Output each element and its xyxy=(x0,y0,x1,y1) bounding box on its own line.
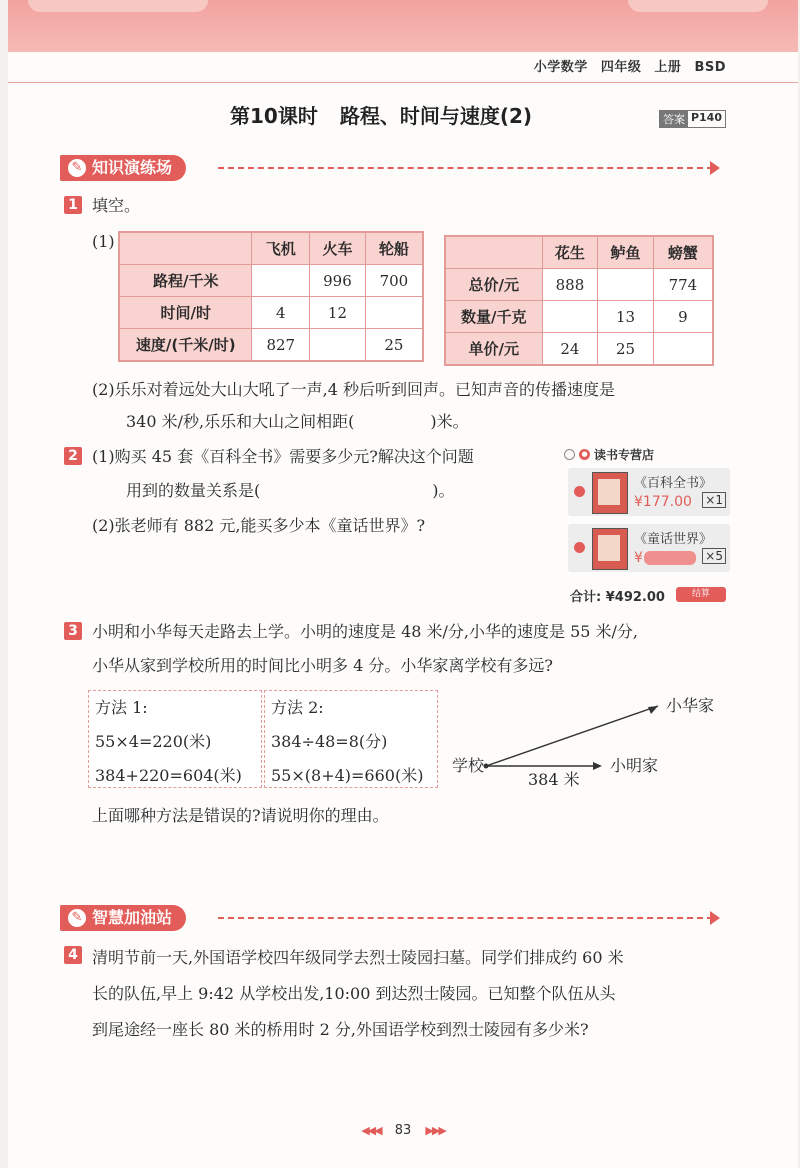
table-header: 鲈鱼 xyxy=(598,236,654,269)
workbook-page xyxy=(8,0,798,1168)
cart-item xyxy=(568,468,730,516)
q4-line2: 长的队伍,早上 9:42 从学校出发,10:00 到达烈士陵园。已知整个队伍从头 xyxy=(92,984,616,1003)
method-2-box xyxy=(264,690,438,788)
q1-part1-label: (1) xyxy=(92,232,115,251)
section-title: 智慧加油站 xyxy=(92,908,173,927)
table-header: 火车 xyxy=(310,232,366,265)
flight-speed-table xyxy=(118,231,424,362)
table-cell: 4 xyxy=(252,297,310,329)
answer-page: P140 xyxy=(690,111,722,124)
diagram-xiaoming-home: 小明家 xyxy=(610,756,659,775)
row-header: 时间/时 xyxy=(119,297,252,329)
section-divider xyxy=(218,917,713,919)
section-challenge xyxy=(60,905,186,931)
table-header: 飞机 xyxy=(252,232,310,265)
answer-reference xyxy=(659,110,726,128)
method-step: 384÷48=8(分) xyxy=(271,732,388,751)
q2-part1-line2 xyxy=(126,481,455,501)
price-table xyxy=(444,235,714,366)
edition: BSD xyxy=(694,60,726,75)
q2-part2: (2)张老师有 882 元,能买多少本《童话世界》? xyxy=(92,516,426,535)
question-number: 4 xyxy=(64,946,82,964)
header-decoration xyxy=(628,0,768,12)
answer-label: 答案 xyxy=(660,111,688,127)
row-header: 路程/千米 xyxy=(119,265,252,297)
checkout-button: 结算 xyxy=(676,587,726,602)
table-cell: 996 xyxy=(310,265,366,297)
arrow-icon xyxy=(710,911,720,925)
row-header: 单价/元 xyxy=(445,333,542,366)
diagram-school: 学校 xyxy=(452,756,485,775)
table-cell: 24 xyxy=(542,333,598,366)
lesson-title xyxy=(230,100,532,129)
shop-header xyxy=(564,446,734,463)
q1-prompt: 填空。 xyxy=(92,196,141,215)
bookshop-cart xyxy=(564,446,734,606)
table-header: 轮船 xyxy=(365,232,423,265)
arrowhead-icon xyxy=(593,762,602,770)
table-header xyxy=(445,236,542,269)
table-header xyxy=(119,232,252,265)
table-cell: 25 xyxy=(598,333,654,366)
q1-part2-line1: (2)乐乐对着远处大山大吼了一声,4 秒后听到回声。已知声音的传播速度是 xyxy=(92,380,616,399)
item-quantity: ×1 xyxy=(702,492,726,508)
volume: 上册 xyxy=(654,60,682,75)
q3-line1: 小明和小华每天走路去上学。小明的速度是 48 米/分,小华的速度是 55 米/分, xyxy=(92,622,639,641)
book-cover-icon xyxy=(592,472,628,514)
lesson-number: 第10课时 xyxy=(230,104,318,128)
q1-part2-text: )米。 xyxy=(430,412,469,431)
item-quantity: ×5 xyxy=(702,548,726,564)
price-smudge xyxy=(644,551,696,565)
row-header: 速度/(千米/时) xyxy=(119,329,252,362)
item-name: 《童话世界》 xyxy=(634,532,713,547)
q1-part2-line2 xyxy=(126,412,469,432)
question-number: 2 xyxy=(64,447,82,465)
item-price: ¥177.00 xyxy=(634,494,692,510)
arrowhead-icon xyxy=(648,706,658,714)
table-cell: 9 xyxy=(653,301,713,333)
method-step: 384+220=604(米) xyxy=(95,766,242,785)
table-cell[interactable] xyxy=(653,333,713,366)
table-header: 花生 xyxy=(542,236,598,269)
table-cell: 12 xyxy=(310,297,366,329)
table-cell: 700 xyxy=(365,265,423,297)
lesson-topic: 路程、时间与速度(2) xyxy=(339,104,533,128)
table-cell: 774 xyxy=(653,269,713,301)
diagram-distance: 384 米 xyxy=(528,770,580,789)
check-icon xyxy=(574,542,585,553)
next-arrows-icon: ▶▶▶ xyxy=(425,1124,445,1137)
page-footer xyxy=(328,1123,478,1138)
q4-line3: 到尾途经一座长 80 米的桥用时 2 分,外国语学校到烈士陵园有多少米? xyxy=(92,1020,589,1039)
section-icon: ✎ xyxy=(68,909,86,927)
method-step: 55×(8+4)=660(米) xyxy=(271,766,424,785)
table-cell: 25 xyxy=(365,329,423,362)
method-title: 方法 2: xyxy=(271,698,324,717)
radio-icon xyxy=(564,449,575,460)
question-number: 1 xyxy=(64,196,82,214)
subject: 小学数学 xyxy=(533,60,588,75)
page-number: 83 xyxy=(394,1123,412,1138)
method-1-box xyxy=(88,690,262,788)
diagram-xiaohua-home: 小华家 xyxy=(666,696,715,715)
q1-part2-text: 340 米/秒,乐乐和大山之间相距( xyxy=(126,412,355,431)
shop-logo-icon: ● xyxy=(579,449,590,460)
header-divider xyxy=(8,82,798,83)
table-cell[interactable] xyxy=(542,301,598,333)
section-practice xyxy=(60,155,186,181)
section-title: 知识演练场 xyxy=(92,158,173,177)
table-cell[interactable] xyxy=(252,265,310,297)
check-icon xyxy=(574,486,585,497)
row-header: 总价/元 xyxy=(445,269,542,301)
table-cell: 13 xyxy=(598,301,654,333)
method-title: 方法 1: xyxy=(95,698,148,717)
item-price: ¥ xyxy=(634,550,643,566)
cart-item xyxy=(568,524,730,572)
section-badge xyxy=(60,905,186,931)
table-cell[interactable] xyxy=(365,297,423,329)
section-divider xyxy=(218,167,713,169)
method-step: 55×4=220(米) xyxy=(95,732,212,751)
book-info xyxy=(526,56,726,75)
header-band xyxy=(8,0,798,52)
header-decoration xyxy=(28,0,208,12)
section-icon: ✎ xyxy=(68,159,86,177)
table-cell[interactable] xyxy=(598,269,654,301)
section-badge xyxy=(60,155,186,181)
school-point xyxy=(484,764,489,769)
arrow-icon xyxy=(710,161,720,175)
row-header: 数量/千克 xyxy=(445,301,542,333)
q2-part1-text: )。 xyxy=(432,481,455,500)
grade: 四年级 xyxy=(600,60,642,75)
table-cell[interactable] xyxy=(310,329,366,362)
table-header: 螃蟹 xyxy=(653,236,713,269)
book-cover-icon xyxy=(592,528,628,570)
prev-arrows-icon: ◀◀◀ xyxy=(361,1124,381,1137)
table-cell: 888 xyxy=(542,269,598,301)
q2-part1-line1: (1)购买 45 套《百科全书》需要多少元?解决这个问题 xyxy=(92,447,474,466)
question-number: 3 xyxy=(64,622,82,640)
shop-name: 读书专营店 xyxy=(594,448,655,462)
q3-line2: 小华从家到学校所用的时间比小明多 4 分。小华家离学校有多远? xyxy=(92,656,553,675)
q4-line1: 清明节前一天,外国语学校四年级同学去烈士陵园扫墓。同学们排成约 60 米 xyxy=(92,948,624,967)
q3-question: 上面哪种方法是错误的?请说明你的理由。 xyxy=(92,806,389,825)
table-cell: 827 xyxy=(252,329,310,362)
cart-total: 合计: ¥492.00 xyxy=(570,590,665,605)
item-name: 《百科全书》 xyxy=(634,476,713,491)
q2-part1-text: 用到的数量关系是( xyxy=(126,481,261,500)
